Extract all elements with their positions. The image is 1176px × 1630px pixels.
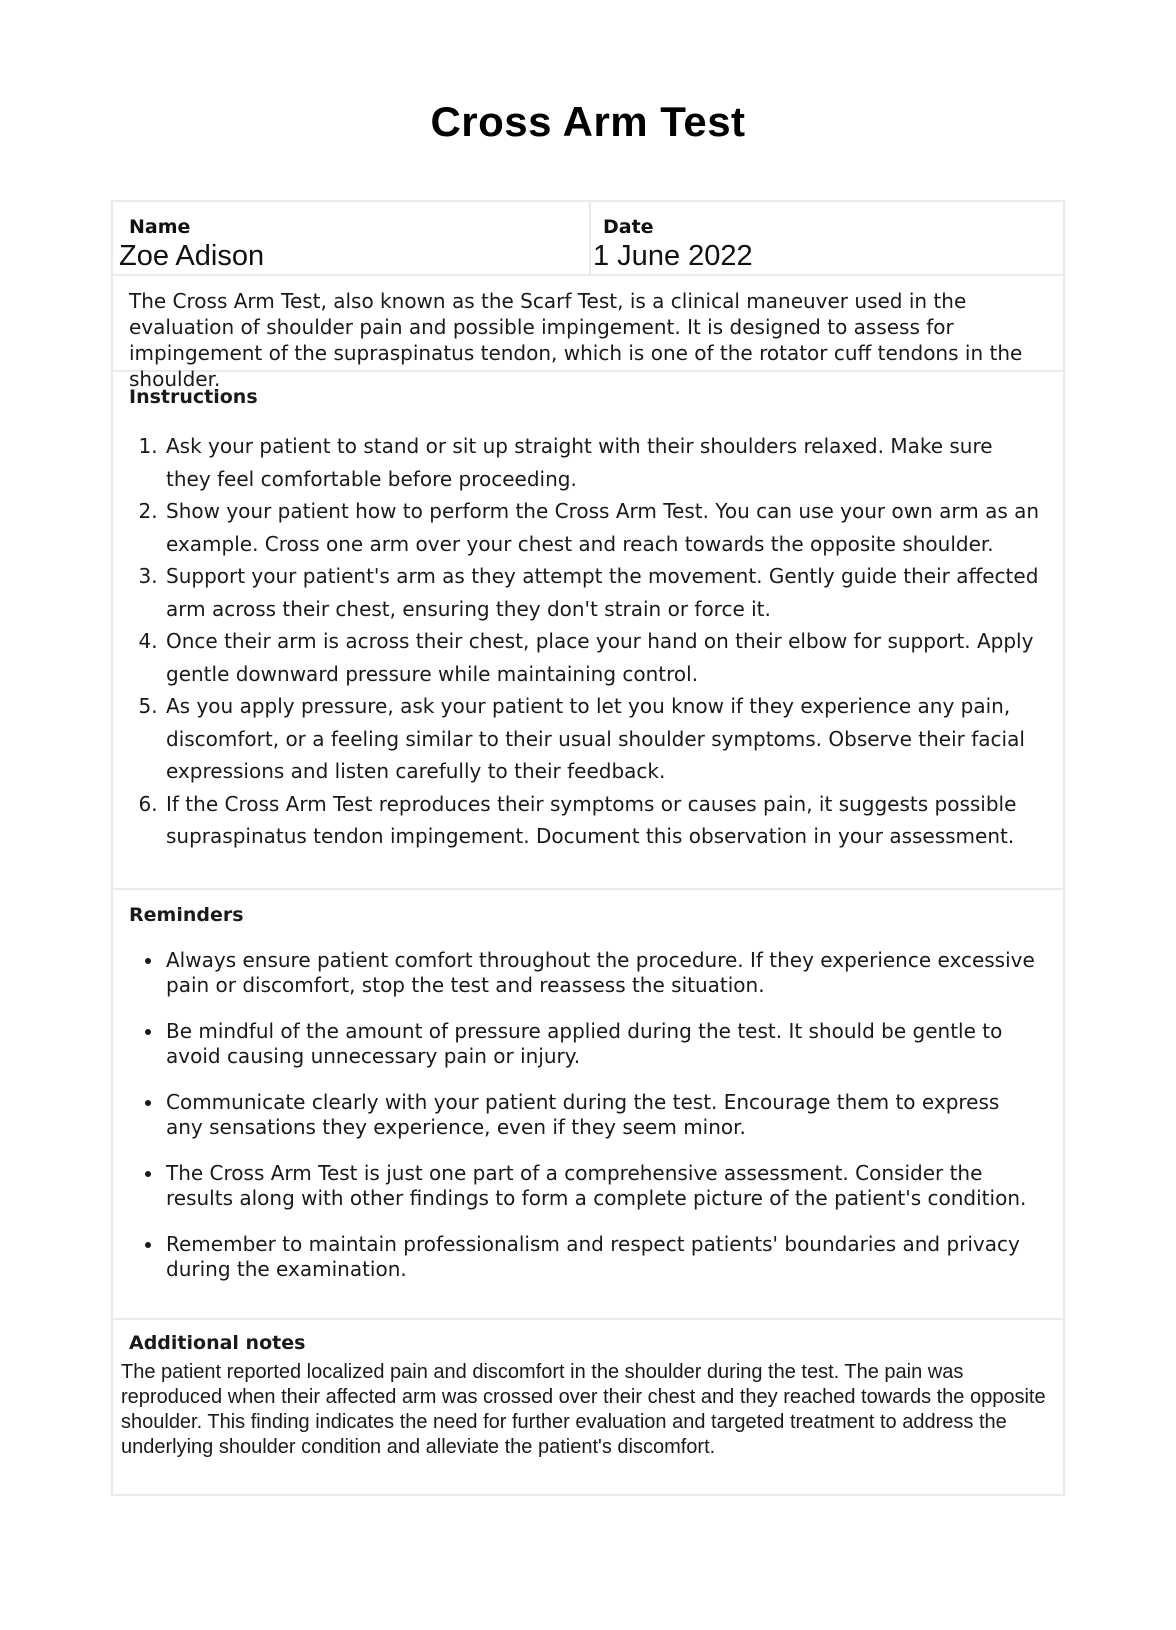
list-item: 5. As you apply pressure, ask your patient to let you know if they experience any pain, discomfort, or a feeling similar to their usual shoulder symptoms. Observe their facial expressions and listen carefully to their feedback. — [164, 690, 1041, 788]
reminders-list — [129, 948, 1041, 1282]
additional-notes-section — [113, 1320, 1063, 1494]
date-cell — [589, 202, 1063, 274]
list-item: 1. Ask your patient to stand or sit up straight with their shoulders relaxed. Make sure they feel comfortable before proceeding. — [164, 430, 1041, 495]
instructions-section — [113, 372, 1063, 890]
date-value: 1 June 2022 — [593, 240, 753, 272]
instructions-list — [129, 430, 1041, 853]
name-cell — [113, 202, 589, 274]
page-title: Cross Arm Test — [430, 98, 746, 145]
list-item: • Always ensure patient comfort throughout the procedure. If they experience excessive pain or discomfort, stop the test and reassess the situation. — [164, 948, 1041, 998]
list-item: 2. Show your patient how to perform the Cross Arm Test. You can use your own arm as an example. Cross one arm over your chest and reach towards the opposite shoulder. — [164, 495, 1041, 560]
list-item: • Communicate clearly with your patient during the test. Encourage them to express any sensations they experience, even if they seem minor. — [164, 1090, 1041, 1140]
name-label: Name — [129, 216, 191, 238]
reminders-title: Reminders — [129, 904, 244, 926]
assessment-form — [111, 200, 1065, 1496]
instructions-title: Instructions — [129, 386, 258, 408]
patient-header — [113, 202, 1063, 276]
notes-title: Additional notes — [129, 1332, 306, 1354]
list-item: 4. Once their arm is across their chest, place your hand on their elbow for support. Apply gentle downward pressure while maintaining control. — [164, 625, 1041, 690]
list-item: • Remember to maintain professionalism and respect patients' boundaries and privacy during the examination. — [164, 1232, 1041, 1282]
name-value: Zoe Adison — [119, 240, 265, 272]
list-item: 6. If the Cross Arm Test reproduces their symptoms or causes pain, it suggests possible supraspinatus tendon impingement. Document this observation in your assessment. — [164, 788, 1041, 853]
list-item: • Be mindful of the amount of pressure applied during the test. It should be gentle to avoid causing unnecessary pain or injury. — [164, 1019, 1041, 1069]
list-item: 3. Support your patient's arm as they attempt the movement. Gently guide their affected arm across their chest, ensuring they don't strain or force it. — [164, 560, 1041, 625]
date-label: Date — [603, 216, 654, 238]
notes-text: The patient reported localized pain and discomfort in the shoulder during the test. The pain was reproduced when their affected arm was crossed over their chest and they reached towards the opposite shoulder. This finding indicates the need for further evaluation and targeted treatment to address the underlying shoulder condition and alleviate the patient's discomfort. — [121, 1361, 1046, 1458]
reminders-section — [113, 890, 1063, 1320]
list-item: • The Cross Arm Test is just one part of a comprehensive assessment. Consider the results along with other findings to form a complete picture of the patient's condition. — [164, 1161, 1041, 1211]
intro-text: The Cross Arm Test, also known as the Scarf Test, is a clinical maneuver used in the evaluation of shoulder pain and possible impingement. It is designed to assess for impingement of the supraspinatus tendon, which is one of the rotator cuff tendons in the shoulder. — [113, 276, 1063, 372]
